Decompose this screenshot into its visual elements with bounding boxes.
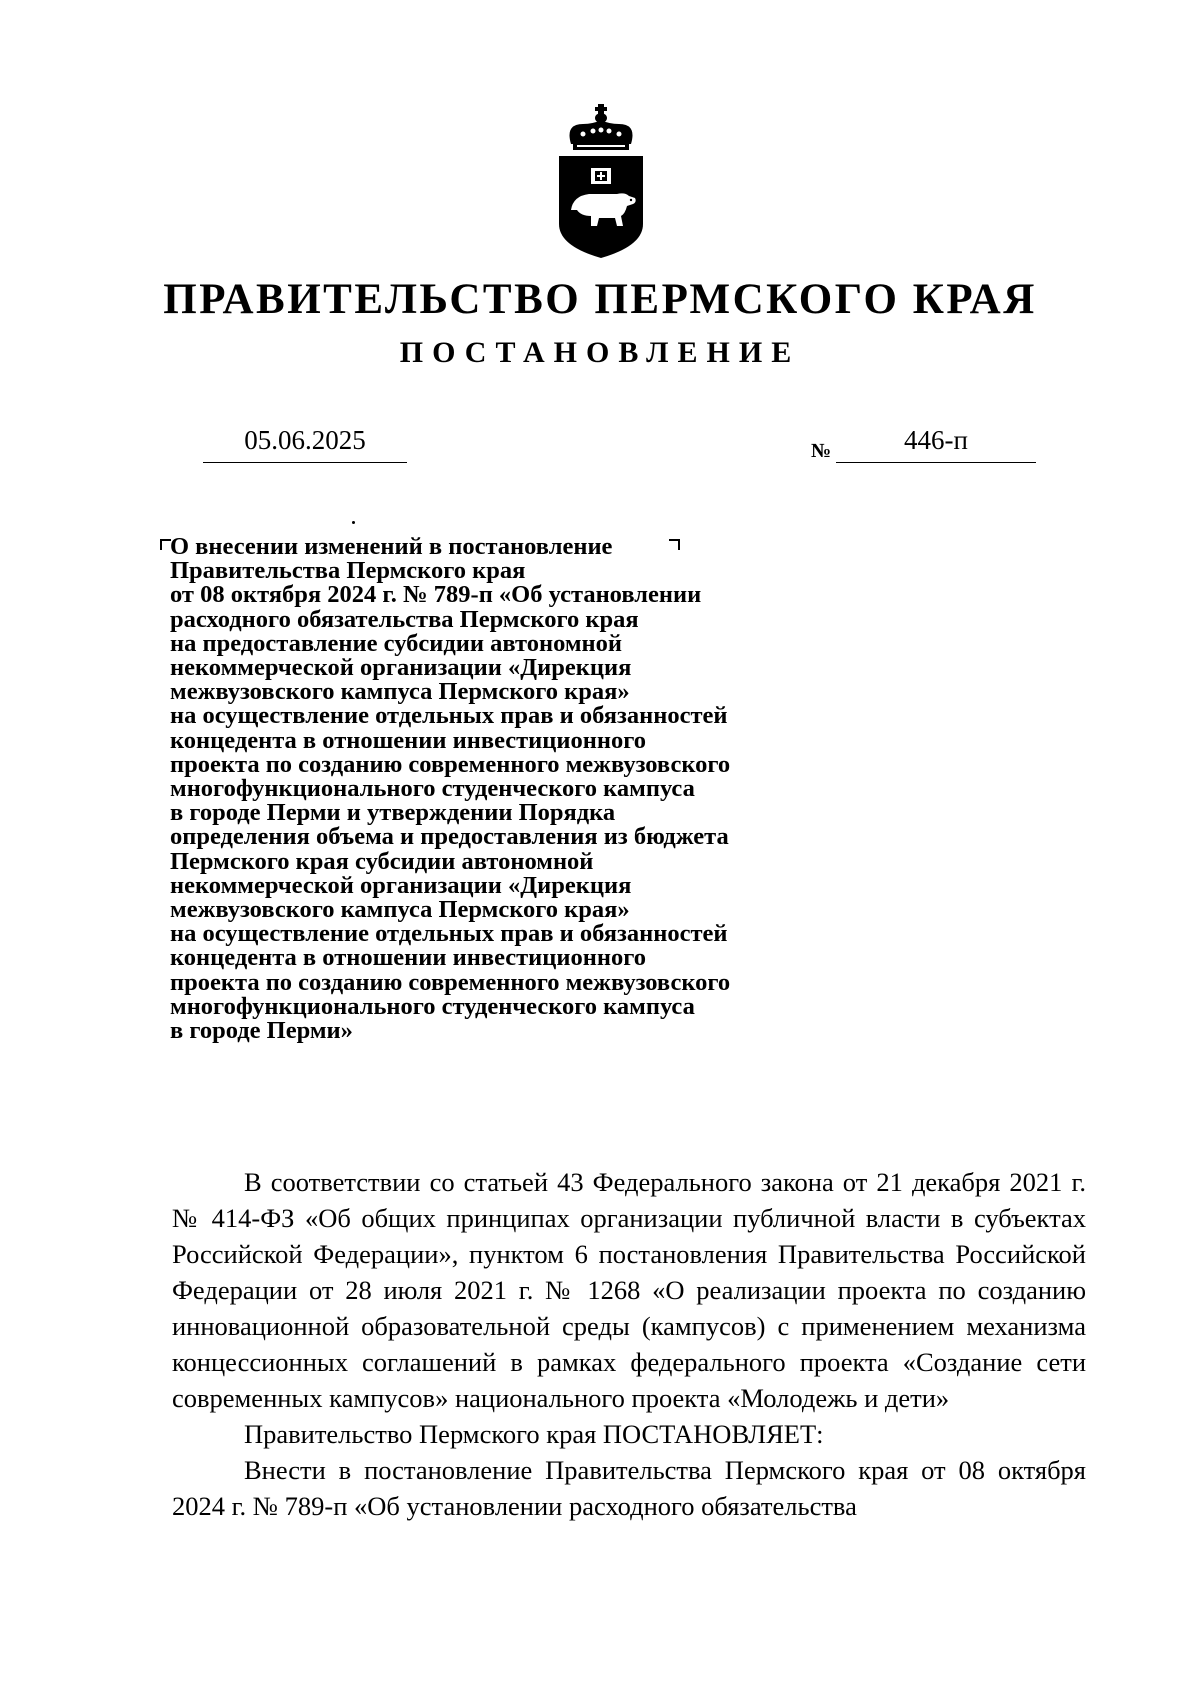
subject-line: от 08 октября 2024 г. № 789-п «Об установлении: [170, 581, 702, 609]
subject-line: проекта по созданию современного межвузовского: [170, 968, 731, 996]
scan-dot: [352, 521, 355, 524]
subject-line: на предоставление субсидии автономной: [170, 629, 623, 657]
document-date: 05.06.2025: [203, 420, 407, 463]
coat-of-arms-icon: [555, 104, 647, 260]
body-paragraph-legal-basis: В соответствии со статьей 43 Федерального закона от 21 декабря 2021 г. № 414-ФЗ «Об общих принципах организации публичной власти в субъектах Российской Федерации», пунктом 6 постановления Правительства Российской Федерации от 28 июля 2021 г. № 1268 «О реализации проекта по созданию инновационной образовательной среды (кампусов) с применением механизма концессионных соглашений в рамках федерального проекта «Создание сети современных кампусов» национального проекта «Молодежь и дети»: [172, 1167, 1086, 1413]
subject-line: определения объема и предоставления из бюджета: [170, 823, 729, 851]
document-body: [172, 1164, 1086, 1524]
number-label: №: [811, 440, 832, 462]
organization-title: ПРАВИТЕЛЬСТВО ПЕРМСКОГО КРАЯ: [163, 276, 1037, 323]
subject-line: Пермского края субсидии автономной: [170, 847, 594, 875]
subject-line: межвузовского кампуса Пермского края»: [170, 896, 630, 924]
subject-line: Правительства Пермского края: [170, 557, 526, 585]
subject-line: в городе Перми и утверждении Порядка: [170, 799, 616, 827]
body-paragraph-resolves: Правительство Пермского края ПОСТАНОВЛЯЕТ:: [244, 1419, 824, 1449]
subject-line: межвузовского кампуса Пермского края»: [170, 678, 630, 706]
document-subject: [170, 535, 850, 1043]
subject-line: расходного обязательства Пермского края: [170, 605, 639, 633]
body-paragraph-amendment: Внести в постановление Правительства Пермского края от 08 октября 2024 г. № 789-п «Об установлении расходного обязательства: [172, 1455, 1086, 1521]
subject-line: на осуществление отдельных прав и обязанностей: [170, 702, 728, 730]
subject-line: многофункционального студенческого кампуса: [170, 775, 695, 803]
subject-line: на осуществление отдельных прав и обязанностей: [170, 920, 728, 948]
subject-line: О внесении изменений в постановление: [170, 533, 613, 560]
document-number: 446-п: [836, 420, 1036, 463]
subject-line: концедента в отношении инвестиционного: [170, 726, 647, 754]
document-type-heading: ПОСТАНОВЛЕНИЕ: [399, 336, 801, 369]
subject-line: концедента в отношении инвестиционного: [170, 944, 647, 972]
subject-line: некоммерческой организации «Дирекция: [170, 871, 632, 899]
subject-line: многофункционального студенческого кампуса: [170, 992, 695, 1020]
subject-line: в городе Перми»: [170, 1017, 353, 1045]
subject-line: проекта по созданию современного межвузовского: [170, 750, 731, 778]
subject-line: некоммерческой организации «Дирекция: [170, 654, 632, 682]
